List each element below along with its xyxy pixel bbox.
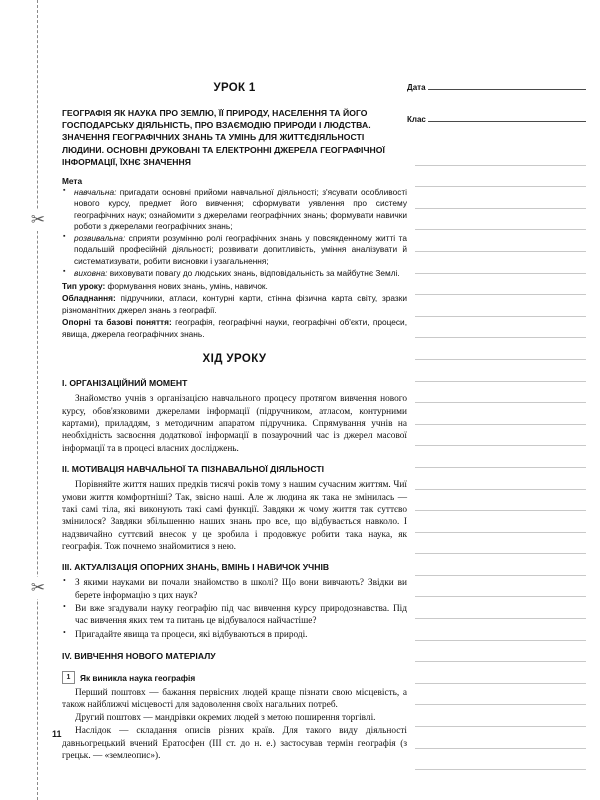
- equipment-label: Обладнання:: [62, 293, 116, 304]
- ruled-line[interactable]: [415, 144, 586, 166]
- list-item: [62, 268, 407, 279]
- ruled-line[interactable]: [415, 468, 586, 490]
- stage-heading-2: II. МОТИВАЦІЯ НАВЧАЛЬНОЇ ТА ПІЗНАВАЛЬНОЇ ДІЯЛЬНОСТІ: [62, 464, 325, 475]
- ruled-line[interactable]: [415, 641, 586, 663]
- aim-text: сприяти розумінню ролі географічних знань у повсякденному житті та подальшій професійній діяльності; розвивати допитливість, уміння аналізувати й систематизувати, робити висновки і узагальнення;: [74, 233, 407, 266]
- aim-text: виховувати повагу до людських знань, відповідальність за майбутнє Землі.: [107, 268, 400, 278]
- lesson-type-label: Тип уроку:: [62, 281, 106, 292]
- ruled-line[interactable]: [415, 576, 586, 598]
- subsection-heading: Як виникла наука географія: [80, 672, 196, 683]
- margin-notes-column: [407, 0, 600, 800]
- ruled-line[interactable]: [415, 511, 586, 533]
- ruled-line[interactable]: [415, 360, 586, 382]
- concepts-text: географія, географічні науки, географічні об'єкти, процеси, явища, джерела географічних знань.: [62, 317, 407, 340]
- ruled-line[interactable]: [415, 727, 586, 749]
- date-input-line[interactable]: [428, 80, 586, 90]
- ruled-line[interactable]: [415, 705, 586, 727]
- stage-heading-1: I. ОРГАНІЗАЦІЙНИЙ МОМЕНТ: [62, 378, 188, 389]
- aim-kind: розвивальна:: [74, 233, 126, 244]
- ruled-line[interactable]: [415, 662, 586, 684]
- equipment-line: [62, 292, 407, 316]
- ruled-line[interactable]: [415, 295, 586, 317]
- lesson-content-column: [62, 0, 407, 800]
- date-label: Дата: [407, 83, 426, 92]
- aims-list: [62, 187, 407, 279]
- list-item: [62, 187, 407, 232]
- actualization-questions-list: [62, 577, 407, 641]
- date-field-row: [407, 80, 600, 92]
- list-item: • З якими науками ви почали знайомство в школі? Що вони вивчають? Звідки ви берете інформацію з цих наук?: [62, 577, 407, 602]
- stage-paragraph: Порівняйте життя наших предків тисячі років тому з нашим сучасним життям. Чиї умови життя комфортніші? Так, звісно наші. Але ж людина як така не змінилась — такі самі тіла, які виконують такі самі функції. Завдяки ж чому життя так суттєво змінилося? Завдяки збільшенню наших знань про все, що відбувається навколо. І надзвичайно суттєвий внесок у це зробила і продовжує робити така наука, як географія. Тож почнемо знайомитися з нею.: [62, 480, 407, 552]
- stage-paragraph: Знайомство учнів з організацією навчального процесу протягом вивчення нового курсу, обов'язковими джерелами інформації (підручником, атласом, контурними картами), приладдям, з методичним апаратом підручника. Спрямування учнів на необхідність засвоєння додаткової інформації в позаурочний час із джерел масової інформації та в процесі власних досліджень.: [62, 394, 407, 454]
- aim-kind: навчальна:: [74, 187, 117, 198]
- aim-kind: виховна:: [74, 268, 108, 278]
- list-item: [62, 233, 407, 267]
- ruled-line[interactable]: [415, 230, 586, 252]
- ruled-line[interactable]: [415, 533, 586, 555]
- stage-heading-4: IV. ВИВЧЕННЯ НОВОГО МАТЕРІАЛУ: [62, 651, 216, 662]
- subsection-header: [62, 671, 407, 684]
- ruled-line[interactable]: [415, 597, 586, 619]
- scissors-icon: ✂: [27, 209, 49, 231]
- ruled-line[interactable]: [415, 338, 586, 360]
- equipment-text: підручники, атласи, контурні карти, стінна фізична карта світу, зразки різноманітних джерел знань з географії.: [62, 293, 407, 316]
- ruled-line[interactable]: [415, 382, 586, 404]
- ruled-line[interactable]: [415, 490, 586, 512]
- concepts-label: Опорні та базові поняття:: [62, 317, 172, 328]
- ruled-line[interactable]: [415, 554, 586, 576]
- class-input-line[interactable]: [428, 112, 586, 122]
- lesson-type-text: формування нових знань, умінь, навичок.: [105, 281, 268, 292]
- class-label: Клас: [407, 115, 426, 124]
- subsection-number-badge: 1: [62, 671, 75, 684]
- list-item: • Ви вже згадували науку географію під час вивчення курсу природознавства. Під час вивчення яких тем та питань це відбувалося найчастіше?: [62, 603, 407, 628]
- concepts-line: [62, 316, 407, 340]
- ruled-line[interactable]: [415, 317, 586, 339]
- lesson-type-line: [62, 280, 407, 292]
- ruled-line[interactable]: [415, 684, 586, 706]
- stage-heading-3: III. АКТУАЛІЗАЦІЯ ОПОРНИХ ЗНАНЬ, ВМІНЬ І НАВИЧОК УЧНІВ: [62, 562, 330, 573]
- ruled-line[interactable]: [415, 446, 586, 468]
- ruled-notes-area[interactable]: [407, 144, 600, 770]
- course-heading: ХІД УРОКУ: [202, 353, 267, 366]
- page-number: 11: [52, 729, 62, 739]
- subsection-paragraph: Перший поштовх — бажання первісних людей краще пізнати свою місцевість, а також найближчі місцевості для задоволення своїх нагальних потреб.: [62, 688, 407, 711]
- subsection-paragraph: Другий поштовх — мандрівки окремих людей з метою поширення торгівлі.: [75, 713, 376, 724]
- ruled-line[interactable]: [415, 274, 586, 296]
- lesson-title: ГЕОГРАФІЯ ЯК НАУКА ПРО ЗЕМЛЮ, ЇЇ ПРИРОДУ, НАСЕЛЕННЯ ТА ЙОГО ГОСПОДАРСЬКУ ДІЯЛЬНІСТЬ, ПРО ВЗАЄМОДІЮ ПРИРОДИ І ЛЮДСТВА. ЗНАЧЕННЯ ГЕОГРАФІЧНИХ ЗНАНЬ ТА УМІНЬ ДЛЯ ЖИТТЄДІЯЛЬНОСТІ ЛЮДИНИ. ОСНОВНІ ДРУКОВАНІ ТА ЕЛЕКТРОННІ ДЖЕРЕЛА ГЕОГРАФІЧНОЇ ІНФОРМАЦІЇ, ЇХНЄ ЗНАЧЕННЯ: [62, 108, 385, 167]
- aims-label: Мета: [62, 176, 83, 187]
- aim-text: пригадати основні прийоми навчальної діяльності; з'ясувати особливості нового курсу, предмет його вивчення; сформувати уявлення про систему географічних наук; ознайомити з джерелами географічних знань; формувати навички роботи з джерелами географічних знань;: [74, 187, 407, 231]
- subsection-paragraph: Наслідок — складання описів різних країв. Для такого виду діяльності давньогрецький вчений Ератосфен (III ст. до н. е.) застосував термін географія (з грецьк. — «землеопис»).: [62, 726, 407, 761]
- ruled-line[interactable]: [415, 252, 586, 274]
- ruled-line[interactable]: [415, 403, 586, 425]
- ruled-line[interactable]: [415, 619, 586, 641]
- class-field-row: [407, 112, 600, 124]
- page-gutter: [0, 0, 62, 800]
- lesson-number: УРОК 1: [213, 82, 256, 94]
- ruled-line[interactable]: [415, 166, 586, 188]
- ruled-line[interactable]: [415, 425, 586, 447]
- list-item: • Пригадайте явища та процеси, які відбуваються в природі.: [62, 629, 407, 641]
- ruled-line[interactable]: [415, 749, 586, 771]
- scissors-icon: ✂: [27, 577, 49, 599]
- ruled-line[interactable]: [415, 209, 586, 231]
- ruled-line[interactable]: [415, 187, 586, 209]
